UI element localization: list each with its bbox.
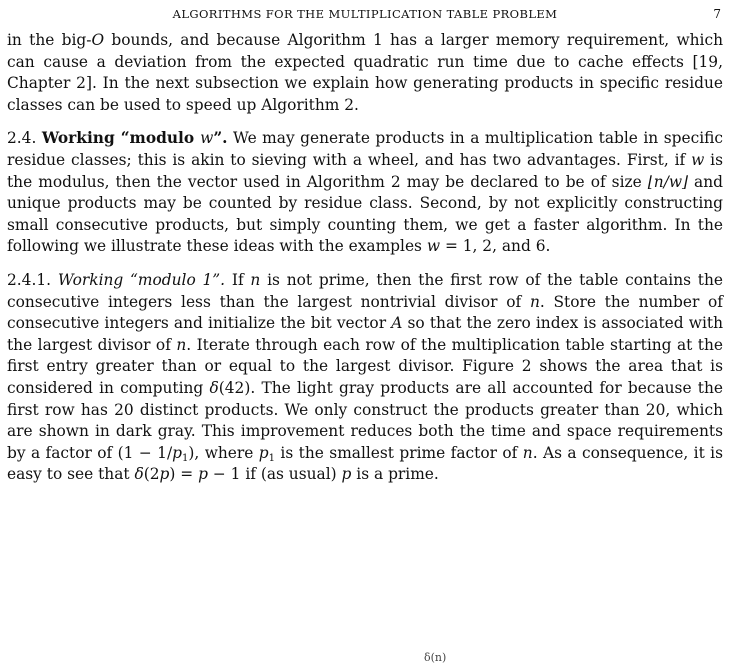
section-number: 2.4. [7,129,37,148]
text-run: We may generate products in a multiplication table in specific residue classes; this is akin to sieving with a wheel, and has two advantages. First, if [7,129,723,169]
math-symbol: p [341,465,352,484]
text-run: and unique products may be counted by residue class. Second, by not explicitly constructing small consecutive products, but simply counting them, we get a faster algorithm. In the following we illustrate these ideas with the examples [7,172,723,256]
paragraph-subsection-2-4-1 [7,270,723,486]
cut-off-formula-fragment: δ(n) [424,651,447,664]
text-run: is a prime. [351,465,439,484]
text-run: . Iterate through each row of the multiplication table starting at the first entry greater than or equal to the largest divisor. Figure 2 shows the area that is considered in computing [7,335,723,397]
text-run: ) = [169,465,199,484]
math-symbol: p [258,443,269,462]
text-run: bounds, and because Algorithm 1 has a larger memory requirement, which can cause a deviation from the expected quadratic run time due to cache effects [19, Chapter 2]. In the next subsection we explain how generating products in specific residue classes can be used to speed up Algorithm 2. [7,31,723,114]
math-symbol: p [172,443,183,462]
text-run: = 1, 2, and 6. [440,237,551,256]
math-symbol: n [522,443,533,462]
text-run: ), where [188,443,259,462]
math-symbol: w [691,150,705,169]
math-symbol: n [529,292,540,311]
math-symbol: O [91,31,105,49]
text-run: . Store the number of consecutive integers and initialize the bit vector [7,292,723,333]
running-header [7,7,723,25]
text-run: is the smallest prime factor of [275,443,523,462]
cut-off-footer [420,646,480,664]
math-symbol: p [198,465,208,484]
running-title: ALGORITHMS FOR THE MULTIPLICATION TABLE PROBLEM [172,7,558,21]
math-symbol: δ [134,465,144,484]
math-symbol: δ [209,378,219,397]
math-expression: ⌊n/w⌋ [647,172,689,191]
section-title-text: Working “modulo [41,129,201,148]
text-run: . As a consequence, it is easy to see that [7,443,723,484]
body-text [7,30,723,498]
text-run: (2 [143,465,160,484]
subsection-title: Working “modulo 1”. [57,270,226,289]
paragraph-continuation [7,30,723,116]
math-symbol: p [159,465,170,484]
section-title-text: ”. [213,129,228,148]
page-number: 7 [713,7,721,21]
math-symbol: n [250,270,261,289]
text-run: is not prime, then the first row of the table contains the consecutive integers less than the largest nontrivial divisor of [7,270,723,311]
math-symbol: A [391,314,403,333]
subsection-number: 2.4.1. [7,270,52,289]
math-symbol: w [200,129,214,148]
math-symbol: w [426,237,441,256]
paragraph-section-2-4 [7,128,723,258]
text-run: is the modulus, then the vector used in Algorithm 2 may be declared to be of size [7,150,723,191]
math-subscript: 1 [182,452,189,464]
text-run: If [225,270,251,289]
text-run: in the big- [7,31,92,49]
section-title [42,129,228,147]
text-run: (42). The light gray products are all accounted for because the first row has 20 distinct products. We only construct the products greater than 20, which are shown in dark gray. This improvement reduces both the time and space requirements by a factor of (1 − 1/ [7,378,723,462]
text-run: − 1 if (as usual) [207,465,342,484]
math-subscript: 1 [268,452,276,464]
math-symbol: n [176,335,187,354]
text-run: so that the zero index is associated with the largest divisor of [7,314,723,354]
